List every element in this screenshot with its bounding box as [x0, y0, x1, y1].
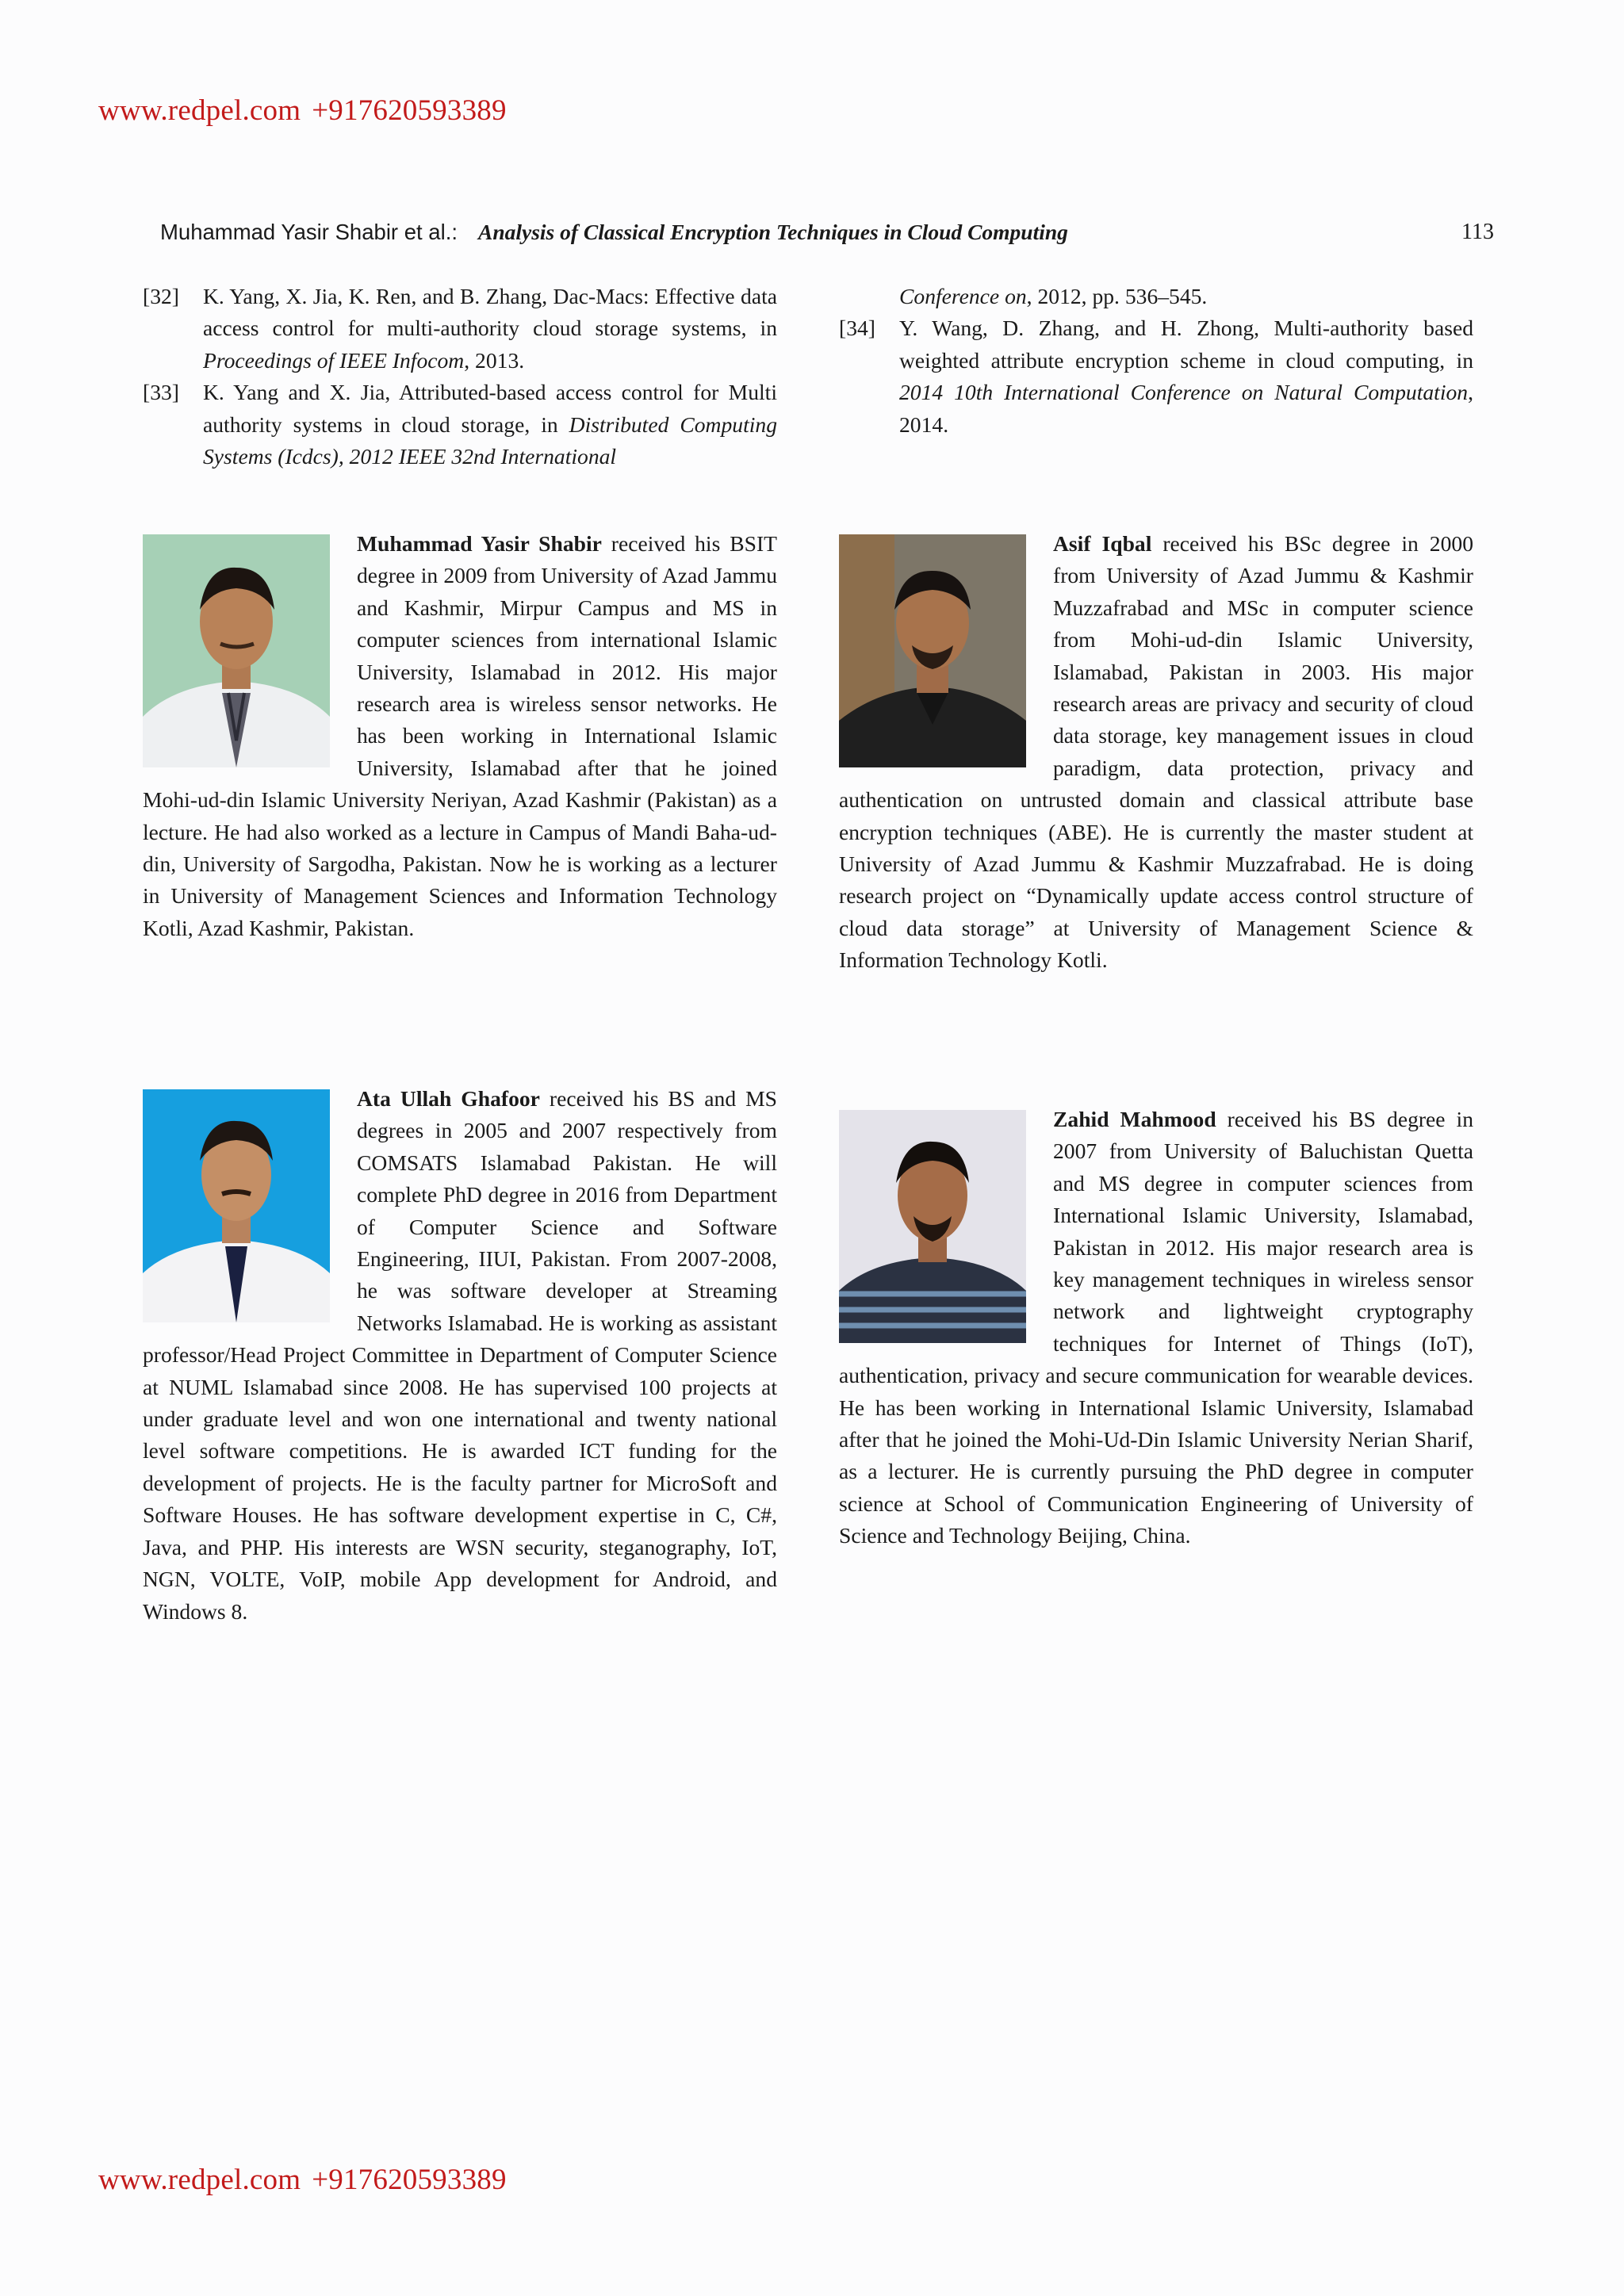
author-name: Zahid Mahmood: [1053, 1107, 1216, 1131]
watermark-phone: +917620593389: [312, 94, 507, 127]
reference-33: [143, 377, 777, 473]
reference-33-continued: [839, 281, 1473, 312]
reference-venue: 2014 10th International Conference on Natural Computation: [899, 380, 1469, 405]
references-left: [143, 281, 777, 473]
watermark-phone: +917620593389: [312, 2164, 507, 2196]
reference-number: [34]: [839, 316, 875, 341]
author-bio-1: [143, 528, 777, 944]
watermark-bottom: [98, 2163, 507, 2197]
author-description: received his BS and MS degrees in 2005 and 2007 respectively from COMSATS Islamabad Pakistan. He will complete PhD degree in 2016 from Department of Computer Science and Software Engineering, IIUI, Pakistan. From 2007-2008, he was software developer at Streaming Networks Islamabad. He is working as assistant professor/Head Project Committee in Department of Computer Science at NUML Islamabad since 2008. He has supervised 100 projects at under graduate level and won one international and twenty national level software competitions. He is awarded ICT funding for the development of projects. He is the faculty partner for MicroSoft and Software Houses. He has software development expertise in C, C#, Java, and PHP. His interests are WSN security, steganography, IoT, NGN, VOLTE, VoIP, mobile App development for Android, and Windows 8.: [143, 1086, 778, 1624]
author-description: received his BSc degree in 2000 from University of Azad Jummu & Kashmir Muzzafrabad and MSc in computer science from Mohi-ud-din Islamic University, Islamabad, Pakistan in 2003. His major research areas are privacy and security of cloud data storage, key management issues in cloud paradigm, data protection, privacy and authentication on untrusted domain and classical attribute base encryption techniques (ABE). He is currently the master student at University of Azad Jummu & Kashmir Muzzafrabad. He is doing research project on “Dynamically update access control structure of cloud data storage” at University of Management Science & Information Technology Kotli.: [839, 531, 1473, 973]
watermark-site[interactable]: www.redpel.com: [98, 2164, 301, 2196]
reference-tail: , 2012, pp. 536–545.: [1026, 284, 1208, 308]
reference-text: K. Yang and X. Jia, Attributed-based access control for Multi authority systems in cloud storage, in: [203, 380, 777, 437]
author-description: received his BSIT degree in 2009 from University of Azad Jammu and Kashmir, Mirpur Campus and MS in computer sciences from international Islamic University, Islamabad in 2012. His major research area is wireless sensor networks. He has been working in International Islamic University, Islamabad after that he joined Mohi-ud-din Islamic University Neriyan, Azad Kashmir (Pakistan) as a lecture. He had also worked as a lecture in Campus of Mandi Baha-ud-din, University of Sargodha, Pakistan. Now he is working as a lecturer in University of Management Sciences and Information Technology Kotli, Azad Kashmir, Pakistan.: [143, 531, 777, 940]
author-photo: [143, 1089, 330, 1322]
author-name: Ata Ullah Ghafoor: [357, 1086, 540, 1111]
header-title: Analysis of Classical Encryption Techniques in Cloud Computing: [477, 220, 1068, 244]
reference-venue: Distributed Computing Systems (Icdcs), 2012 IEEE 32nd International: [203, 411, 778, 469]
reference-tail: , 2014.: [899, 380, 1473, 437]
page-number: 113: [1461, 220, 1494, 244]
author-bio-2: [839, 528, 1473, 977]
author-description: received his BS degree in 2007 from University of Baluchistan Quetta and MS degree in computer sciences from International Islamic University, Islamabad, Pakistan in 2012. His major research area is key management techniques in wireless sensor network and lightweight cryptography techniques for Internet of Things (IoT), authentication, privacy and secure communication for wearable devices. He has been working in International Islamic University, Islamabad after that he joined the Mohi-Ud-Din Islamic University Nerian Sharif, as a lecturer. He is currently pursuing the PhD degree in computer science at School of Communication Engineering of University of Science and Technology Beijing, China.: [839, 1107, 1473, 1548]
reference-34: [839, 312, 1473, 441]
reference-number: [32]: [143, 284, 179, 308]
reference-text: Y. Wang, D. Zhang, and H. Zhong, Multi-authority based weighted attribute encryption scheme in cloud computing, in: [899, 316, 1473, 373]
reference-text: K. Yang, X. Jia, K. Ren, and B. Zhang, Dac-Macs: Effective data access control for multi-authority cloud storage systems, in: [203, 284, 777, 341]
author-photo: [839, 1110, 1026, 1343]
watermark-top: [98, 94, 507, 128]
reference-venue: Proceedings of IEEE Infocom: [203, 347, 465, 373]
author-photo: [839, 534, 1026, 767]
author-bio-4: [839, 1104, 1473, 1552]
author-name: Asif Iqbal: [1053, 531, 1152, 556]
author-name: Muhammad Yasir Shabir: [357, 531, 602, 556]
author-bio-3: [143, 1083, 777, 1628]
reference-tail: , 2013.: [464, 347, 525, 373]
references-right: [839, 281, 1473, 441]
author-photo: [143, 534, 330, 767]
reference-venue-continued: Conference on: [899, 284, 1027, 308]
header-authors: Muhammad Yasir Shabir et al.:: [160, 220, 458, 244]
reference-number: [33]: [143, 380, 179, 405]
running-header: [160, 218, 1494, 250]
reference-32: [143, 281, 777, 377]
watermark-site[interactable]: www.redpel.com: [98, 94, 301, 127]
